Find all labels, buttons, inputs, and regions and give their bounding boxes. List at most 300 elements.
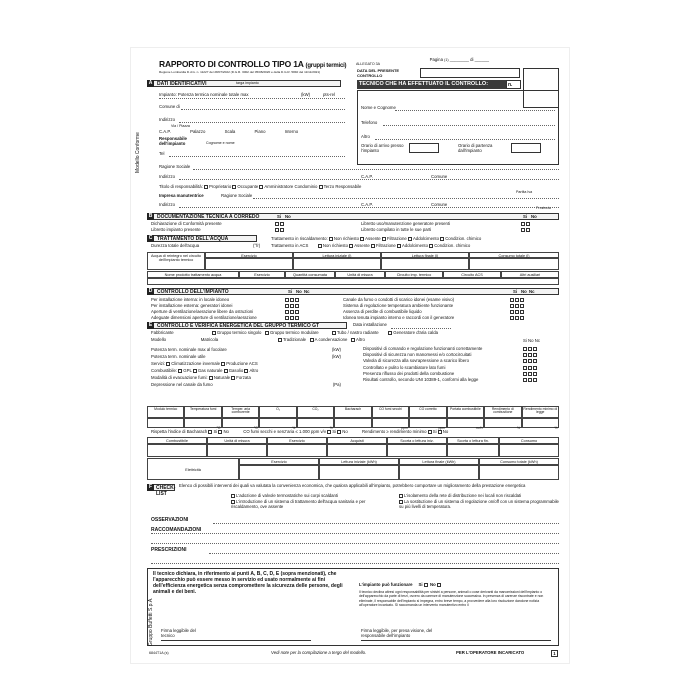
e-r3-si[interactable] [523, 366, 527, 370]
footer-code: 6844T1A (s) [149, 651, 169, 655]
fabbricante-row [151, 331, 563, 336]
d-r1-nc[interactable] [520, 304, 524, 308]
e-r1-no[interactable] [528, 353, 532, 357]
c1-cell-3[interactable] [381, 258, 469, 270]
section-d-letter: D [148, 288, 153, 294]
comb-head-0: Combustibile [147, 437, 207, 444]
section-f-title: CHECK-LIST [156, 485, 176, 497]
tecnico-bar [357, 80, 521, 89]
telefono-line[interactable] [383, 125, 555, 126]
c1-cell-1[interactable] [205, 258, 293, 270]
gasolio-cb[interactable] [224, 369, 228, 373]
firma-tecnico-line[interactable] [161, 640, 311, 641]
comb-cell-4[interactable] [387, 444, 447, 457]
e-right-checks [523, 346, 538, 383]
d-r1-si[interactable] [510, 304, 514, 308]
e-r4-no[interactable] [528, 372, 532, 376]
indirizzo3-label: Indirizzo [159, 202, 176, 207]
d-r2-nc[interactable] [520, 310, 524, 314]
section-b-si-right: Si [523, 214, 528, 219]
meas-cell-0[interactable] [147, 418, 184, 428]
titolo-row [159, 185, 571, 190]
doc-3-si[interactable] [521, 222, 525, 226]
d-right-checks [510, 297, 525, 321]
d-l3-nc[interactable] [295, 316, 299, 320]
gpl-cb[interactable] [178, 369, 182, 373]
e-r0-no[interactable] [528, 347, 532, 351]
meas-cell-6[interactable]: ppm [372, 418, 409, 428]
meas-cell-4[interactable]: % [297, 418, 334, 428]
pts-label: pts-rel [323, 92, 335, 97]
comb-cell-2[interactable] [267, 444, 327, 457]
data-inst-label: Data installazione [353, 322, 387, 327]
orario-partenza: Orario di partenza dall'impianto [458, 143, 493, 153]
c2-head-4: Circuito imp. termico [385, 271, 443, 278]
d-r1-no[interactable] [515, 304, 519, 308]
altro-label: Altro [361, 134, 370, 139]
durezza-label: Durezza totale dell'acqua [151, 243, 200, 248]
comune3-label: Comune [431, 202, 448, 207]
elettricita-table [239, 458, 559, 480]
orario-partenza-box[interactable] [511, 143, 541, 153]
condensazione-label: A condensazione [314, 337, 348, 343]
elet-cell-2[interactable] [399, 465, 479, 480]
c1-head-3: Lettura finale (l) [381, 252, 469, 258]
acs-assente[interactable] [349, 244, 353, 248]
gruppo-modulare-cb[interactable] [265, 331, 269, 335]
d-left-0: Per installazione interna: in locale idoneo [151, 297, 230, 302]
check-1-cb[interactable] [399, 494, 403, 498]
d-l0-no[interactable] [290, 298, 294, 302]
address-row [159, 130, 298, 135]
risc-assente[interactable] [360, 237, 364, 241]
gruppo-modulare-label: Gruppo termico modulare [269, 330, 319, 336]
d-l1-si[interactable] [285, 304, 289, 308]
meas-cell-10[interactable]: % [522, 418, 559, 428]
funzionare-si-cb[interactable] [424, 583, 428, 587]
palazzo-label: Palazzo [190, 129, 206, 134]
section-d-title: CONTROLLO DELL'IMPIANTO [157, 289, 229, 295]
proprietario-label: Proprietario [209, 184, 232, 190]
riscaldamento-row [271, 237, 561, 242]
e-r5-nc[interactable] [533, 378, 537, 382]
tradizionale-cb[interactable] [278, 338, 282, 342]
amministratore-checkbox[interactable] [259, 185, 263, 189]
tel-line[interactable] [169, 156, 345, 157]
gruppo-singolo-label: Gruppo termico singolo [216, 330, 262, 336]
occupante-label: Occupante [237, 184, 259, 190]
impresa-line[interactable] [253, 198, 559, 199]
d-l2-no[interactable] [290, 310, 294, 314]
elettricita-label: Elettricità [147, 458, 239, 480]
comb-head-4: Scorta o lettura iniz. [387, 437, 447, 444]
elet-head-2: Lettura finale (kWh) [399, 458, 479, 465]
servizi-label: Servizi: [151, 361, 166, 366]
e-r1-si[interactable] [523, 353, 527, 357]
clima-cb[interactable] [166, 362, 170, 366]
c2-head-5: Circuito ACS [443, 271, 501, 278]
doc-item-4: Libretto compilato in tutte le sue parti [361, 227, 432, 232]
nome-cognome-label: Nome e Cognome [361, 105, 396, 110]
doc-item-2-checks [275, 228, 285, 233]
d-left-checks [285, 297, 300, 321]
altro-e-cb[interactable] [351, 338, 355, 342]
altro-e-label: Altro [356, 337, 365, 343]
depressione-label: Depressione nel canale da fumo [151, 382, 213, 387]
d-nc-right: Nc [529, 289, 535, 294]
meas-head-0: Modulo termico [147, 406, 184, 418]
risc-label: Trattamento in riscaldamento: [271, 236, 328, 242]
comb-head-1: Unità di misura [207, 437, 267, 444]
d-l1-no[interactable] [290, 304, 294, 308]
rend-si[interactable] [428, 430, 432, 434]
clima-label: Climatizzazione invernale [171, 361, 221, 366]
doc-1-no[interactable] [280, 222, 284, 226]
osservazioni-line-2[interactable] [151, 533, 559, 534]
e-r3-no[interactable] [528, 366, 532, 370]
d-l0-si[interactable] [285, 298, 289, 302]
terzo-checkbox[interactable] [319, 185, 323, 189]
meas-head-2: Temper. aria comburente [222, 406, 259, 418]
c2-head-6: Altri ausiliari [501, 271, 559, 278]
raccomandazioni-line[interactable] [151, 543, 559, 544]
doc-item-3: Libretto uso/manutenzione generatore presenti [361, 221, 451, 226]
pagina-text: Pagina [429, 57, 443, 62]
comb-cell-6[interactable] [499, 444, 559, 457]
rispetta-si[interactable] [208, 430, 212, 434]
dichiara-text: Il tecnico dichiara, in riferimento ai punti A, B, C, D, E (sopra menzionati), che l'apparecchio può essere messo in servizio ed usato normalmente ai fini dell'efficienza energetica senza compromettere la sicurezza delle persone, degli animali e dei beni. [153, 571, 343, 595]
comb-head-6: Consumo [499, 437, 559, 444]
doc-2-no[interactable] [280, 228, 284, 232]
acs-condiz-label: Condizion. chimico [434, 243, 471, 249]
check-item-0: L'adozione di valvole termostatiche sui corpi scaldanti [236, 493, 339, 499]
doc-item-1: Dichiarazione di Conformità presente [151, 221, 222, 226]
d-r3-nc[interactable] [520, 316, 524, 320]
e-right-4: Presenza riflusso dei prodotti della combustione [363, 370, 455, 376]
check-item-2: L'introduzione di un sistema di trattamento dell'acqua sanitaria e per riscaldamento, ove assente [231, 499, 366, 510]
document-page [130, 47, 570, 664]
orario-arrivo-box[interactable] [409, 143, 439, 153]
elet-head-3: Consumo totale (kWh) [479, 458, 559, 465]
prescrizioni-label: PRESCRIZIONI [151, 547, 187, 553]
meas-cell-9[interactable]: % [484, 418, 521, 428]
indirizzo2-label: Indirizzo [159, 174, 176, 179]
c2-head-0: Nome prodotto trattamento acqua [147, 271, 239, 278]
c2-head-2: Quantità consumata [285, 271, 335, 278]
c1-cell-2[interactable] [293, 258, 381, 270]
forzata-label: Forzata [236, 375, 251, 380]
c2-head-1: Esercizio [239, 271, 285, 278]
d-right-list [343, 297, 454, 321]
doc-4-no[interactable] [526, 228, 530, 232]
elet-head-1: Lettura iniziale (kWh) [319, 458, 399, 465]
section-f-letter: F [148, 484, 153, 490]
forzata-cb[interactable] [231, 376, 235, 380]
risc-filtrazione[interactable] [382, 237, 386, 241]
d-l1-nc[interactable] [295, 304, 299, 308]
e-si: Si [523, 338, 527, 343]
indirizzo3-line[interactable] [179, 207, 559, 208]
risc-addolcimento[interactable] [408, 237, 412, 241]
e-r5-no[interactable] [528, 378, 532, 382]
kw-label: (kW) [301, 92, 311, 97]
section-c-header [147, 235, 257, 242]
d-no-right: No [521, 289, 527, 294]
e-r2-nc[interactable] [533, 359, 537, 363]
e-r0-nc[interactable] [533, 347, 537, 351]
title-sub: (gruppi termici) [305, 63, 347, 69]
cap-label: C.A.P. [159, 129, 171, 134]
e-right-list [363, 346, 482, 383]
e-r2-si[interactable] [523, 359, 527, 363]
acs-filtrazione-label: Filtrazione [375, 243, 396, 249]
acs-filtrazione[interactable] [371, 244, 375, 248]
ragione2-label: Ragione Sociale [221, 193, 253, 198]
e-r3-nc[interactable] [533, 366, 537, 370]
comb-head-5: Scorta o lettura fin. [447, 437, 499, 444]
modalita-label: Modalità di evacuazione fumi: [151, 375, 208, 380]
funzionare-si-label: Si [418, 582, 423, 588]
rispetta-no[interactable] [218, 430, 222, 434]
meas-cell-2[interactable]: °C [222, 418, 259, 428]
tubo-cb[interactable] [332, 331, 336, 335]
occupante-checkbox[interactable] [232, 185, 236, 189]
doc-3-no[interactable] [526, 222, 530, 226]
section-e-title: CONTROLLO E VERIFICA ENERGETICA DEL GRUPPO TERMICO GT [157, 323, 320, 329]
e-r5-si[interactable] [523, 378, 527, 382]
firma-resp-line[interactable] [361, 640, 551, 641]
page-number: 1 [551, 650, 558, 657]
elet-cell-1[interactable] [319, 465, 399, 480]
e-right-1: Dispositivi di sicurezza non manomessi e/o cortocircuitati [363, 352, 472, 358]
d-right-1: Sistema di regolazione temperatura ambiente funzionante [343, 303, 454, 308]
naturale-label: Naturale [213, 375, 231, 380]
generatore-cb[interactable] [388, 331, 392, 335]
comb-cell-0[interactable] [147, 444, 207, 457]
acs-non-richiesto[interactable] [318, 244, 322, 248]
meas-cell-3[interactable]: % [259, 418, 296, 428]
gasolio-label: Gasolio [228, 368, 244, 373]
section-a-letter: A [148, 80, 153, 86]
data-inst-line[interactable] [391, 328, 451, 329]
doc-item-4-checks [521, 228, 531, 233]
indirizzo2-line[interactable] [179, 179, 559, 180]
potenza-utile-label: Potenza term. nominale utile [151, 354, 206, 359]
d-l0-nc[interactable] [295, 298, 299, 302]
rend-no[interactable] [438, 430, 442, 434]
comb-cell-3[interactable] [327, 444, 387, 457]
d-left-2: Aperture di ventilazione/aerazione libere da ostruzioni [151, 309, 254, 314]
d-l3-si[interactable] [285, 316, 289, 320]
risc-non-richiesto[interactable] [329, 237, 333, 241]
d-r3-no[interactable] [515, 316, 519, 320]
d-left-list [151, 297, 257, 321]
tecnico-n[interactable]: n. [506, 80, 521, 89]
ragione-line[interactable] [193, 169, 559, 170]
check-item-3: La sostituzione di un sistema di regolazione on/off con un sistema programmabile su più livelli di temperatura. [399, 499, 559, 510]
stamp-vertical: Gruppo Buffetti S.p.A. [148, 597, 154, 646]
d-r2-no[interactable] [515, 310, 519, 314]
d-r0-no[interactable] [515, 298, 519, 302]
co-si[interactable] [327, 430, 331, 434]
impianto-funzionare-label: L'impianto può funzionare [359, 582, 413, 588]
osservazioni-label: OSSERVAZIONI [151, 517, 189, 523]
comb-head-2: Esercizio [267, 437, 327, 444]
prod-acs-cb[interactable] [221, 362, 225, 366]
d-right-2: Assenza di perdite di combustibile liquido [343, 309, 422, 314]
meas-cell-5[interactable] [334, 418, 371, 428]
d-left-3: Adeguate dimensioni aperture di ventilazione/aerazione [151, 315, 257, 320]
normativa: Regione Lombardia D.d.G. n. 11227 del 28/07/2022 (D.G.R. 3002 del 05/08/2020 e della D.G.R. 5840 del 11/11/2021) [159, 70, 321, 74]
rispetta-row: Rispetta l'indice di Bacharach Si No CO fumi secchi e senz'aria ≤ 1.000 ppm v/v Si No Rendimento ≥ rendimento minimo Si No [151, 429, 449, 435]
comune-line[interactable] [181, 109, 345, 110]
cap3-label: C.A.P. [361, 202, 373, 207]
e-no: No [528, 338, 534, 343]
meas-cell-8[interactable]: m³/h [447, 418, 484, 428]
elet-cell-0[interactable] [239, 465, 319, 480]
gas-label: Gas naturale [197, 368, 223, 373]
meas-head-4: CO₂ [297, 406, 334, 418]
check-intro: Elenco di possibili interventi dei quali va valutata la convenienza economica, che qualora applicabili all'impianto, potrebbero comportare un miglioramento della prestazione energetica [179, 483, 526, 488]
nome-line[interactable] [395, 110, 555, 111]
doc-1-si[interactable] [275, 222, 279, 226]
d-r3-si[interactable] [510, 316, 514, 320]
gas-cb[interactable] [193, 369, 197, 373]
rend-min-label: Rendimento ≥ rendimento minimo [362, 429, 427, 435]
section-e-letter: E [148, 322, 153, 328]
e-r4-nc[interactable] [533, 372, 537, 376]
rispetta-label: Rispetta l'indice di Bacharach [151, 429, 208, 435]
fabbricante-label: Fabbricante [151, 330, 174, 336]
d-l2-nc[interactable] [295, 310, 299, 314]
section-b-no-left: No [285, 214, 291, 219]
prescrizioni-line-2[interactable] [151, 563, 559, 564]
e-r1-nc[interactable] [533, 353, 537, 357]
risc-condiz[interactable] [440, 237, 444, 241]
tecnico-bar-label: TECNICO CHE HA EFFETTUATO IL CONTROLLO: [359, 81, 489, 87]
c1-head-2: Lettura iniziale (l) [293, 252, 381, 258]
acs-addolcimento[interactable] [397, 244, 401, 248]
doc-4-si[interactable] [521, 228, 525, 232]
modello-label: Modello [151, 337, 167, 343]
meas-cell-1[interactable]: °C [184, 418, 221, 428]
combustibile-label: Combustibile: [151, 368, 178, 373]
prescrizioni-line-1[interactable] [209, 553, 559, 554]
section-b-si-left: Si [277, 214, 282, 219]
section-a-title: DATI IDENTIFICATIVI [157, 81, 207, 87]
meas-cell-7[interactable]: ppm [409, 418, 446, 428]
comb-head-3: Acquisti [327, 437, 387, 444]
risc-assente-label: Assente [365, 236, 381, 242]
d-r2-si[interactable] [510, 310, 514, 314]
e-right-0: Dispositivi di comando e regolazione funzionanti correttamente [363, 346, 483, 351]
altro-comb-cb[interactable] [244, 369, 248, 373]
e-right-2: Valvola di sicurezza alla sovrapressione a scarico libero [363, 358, 469, 364]
d-no-left: No [296, 289, 302, 294]
e-r2-no[interactable] [528, 359, 532, 363]
acs-assente-label: Assente [354, 243, 370, 249]
risc-non-richiesto-label: Non richiesto [333, 236, 359, 242]
d-r0-nc[interactable] [520, 298, 524, 302]
funzionare-no-cb[interactable] [437, 583, 441, 587]
piano-label: Piano [254, 129, 266, 134]
elet-cell-3[interactable] [479, 465, 559, 480]
indirizzo-line[interactable] [179, 122, 345, 123]
comb-cell-1[interactable] [207, 444, 267, 457]
vedi-note: Vedi note per la compilazione a tergo del modello. [271, 650, 367, 655]
d-l2-si[interactable] [285, 310, 289, 314]
provincia-label: Provincia [536, 206, 551, 210]
doc-2-si[interactable] [275, 228, 279, 232]
e-r0-si[interactable] [523, 347, 527, 351]
amministratore-label: Amministratore Condominio [264, 184, 318, 190]
d-l3-no[interactable] [290, 316, 294, 320]
e-right-5: Risultati controllo, secondo UNI 10389-1, conformi alla legge [363, 377, 479, 383]
d-right-3: Idonea tenuta impianto interno e raccordi con il generatore [343, 315, 455, 320]
pagina-sup: (1) [444, 58, 449, 62]
interno-label: Interno [284, 129, 299, 134]
e-right-header [523, 339, 540, 344]
section-f-header [147, 484, 176, 497]
c2-row[interactable] [147, 278, 559, 285]
check-item-3-wrap [399, 500, 559, 510]
e-r4-si[interactable] [523, 372, 527, 376]
tel-label: Tel [159, 151, 165, 156]
check-item-1: L'isolamento della rete di distribuzione nei locali non riscaldati [404, 493, 522, 499]
partita-label: Partita Iva [516, 190, 533, 194]
meas-head-5: Bacharach [334, 406, 371, 418]
proprietario-checkbox[interactable] [204, 185, 208, 189]
e-nc: Nc [534, 338, 540, 343]
risc-addolcimento-label: Addolcimento [412, 236, 439, 242]
titolo-label: Titolo di responsabilità: [159, 184, 203, 190]
altro-line[interactable] [375, 139, 555, 140]
meas-head-1: Temperatura fumi [184, 406, 221, 418]
data-controllo-label: DATA DEL PRESENTE CONTROLLO [357, 68, 400, 78]
pagina-label: Pagina (1) ________ di ______ [429, 57, 489, 62]
comune-label: Comune di [159, 104, 180, 109]
check-0-cb[interactable] [231, 494, 235, 498]
d-r0-si[interactable] [510, 298, 514, 302]
e-left-block: Potenza term. nominale max al focolare (kW) Potenza term. nominale utile (kW) Servizi: Climatizzazione invernale Produzione ACS Combustibile: GPL Gas naturale Gasolio Altro Modalità di evacuazione fumi: Naturale Forzata Depressione nel canale da fumo (Pa) [151, 347, 341, 387]
cognome-label: Cognome e nome [206, 141, 235, 145]
doc-item-1-checks [275, 222, 285, 227]
section-c-title: TRATTAMENTO DELL'ACQUA [157, 236, 229, 242]
vertical-label: Modello Conforme [135, 132, 141, 173]
gpl-label: GPL [183, 368, 192, 373]
targa-label: targa impianto [236, 81, 259, 85]
condensazione-cb[interactable] [310, 338, 314, 342]
co-no[interactable] [337, 430, 341, 434]
cap2-label: C.A.P. [361, 174, 373, 179]
impianto-label: Impianto: Potenza termica nominale totale max [159, 92, 249, 97]
risc-condiz-label: Condizion. chimico [445, 236, 482, 242]
c1-head-4: Consumo totale (l) [469, 252, 559, 258]
section-b-no-right: No [531, 214, 537, 219]
measurement-table [147, 406, 559, 428]
data-controllo-field[interactable] [420, 68, 520, 78]
acs-condiz[interactable] [429, 244, 433, 248]
osservazioni-line-1[interactable] [213, 523, 559, 524]
generatore-label: Generatore d'aria calda [393, 330, 439, 336]
comb-cell-5[interactable] [447, 444, 499, 457]
gruppo-singolo-cb[interactable] [212, 331, 216, 335]
via-label: Via / Piazza [171, 124, 190, 128]
meas-head-8: Portata combustibile [447, 406, 484, 418]
responsabile-label: Responsabile dell'impianto [159, 136, 187, 146]
naturale-cb[interactable] [209, 376, 213, 380]
c1-cell-4[interactable] [469, 258, 559, 270]
